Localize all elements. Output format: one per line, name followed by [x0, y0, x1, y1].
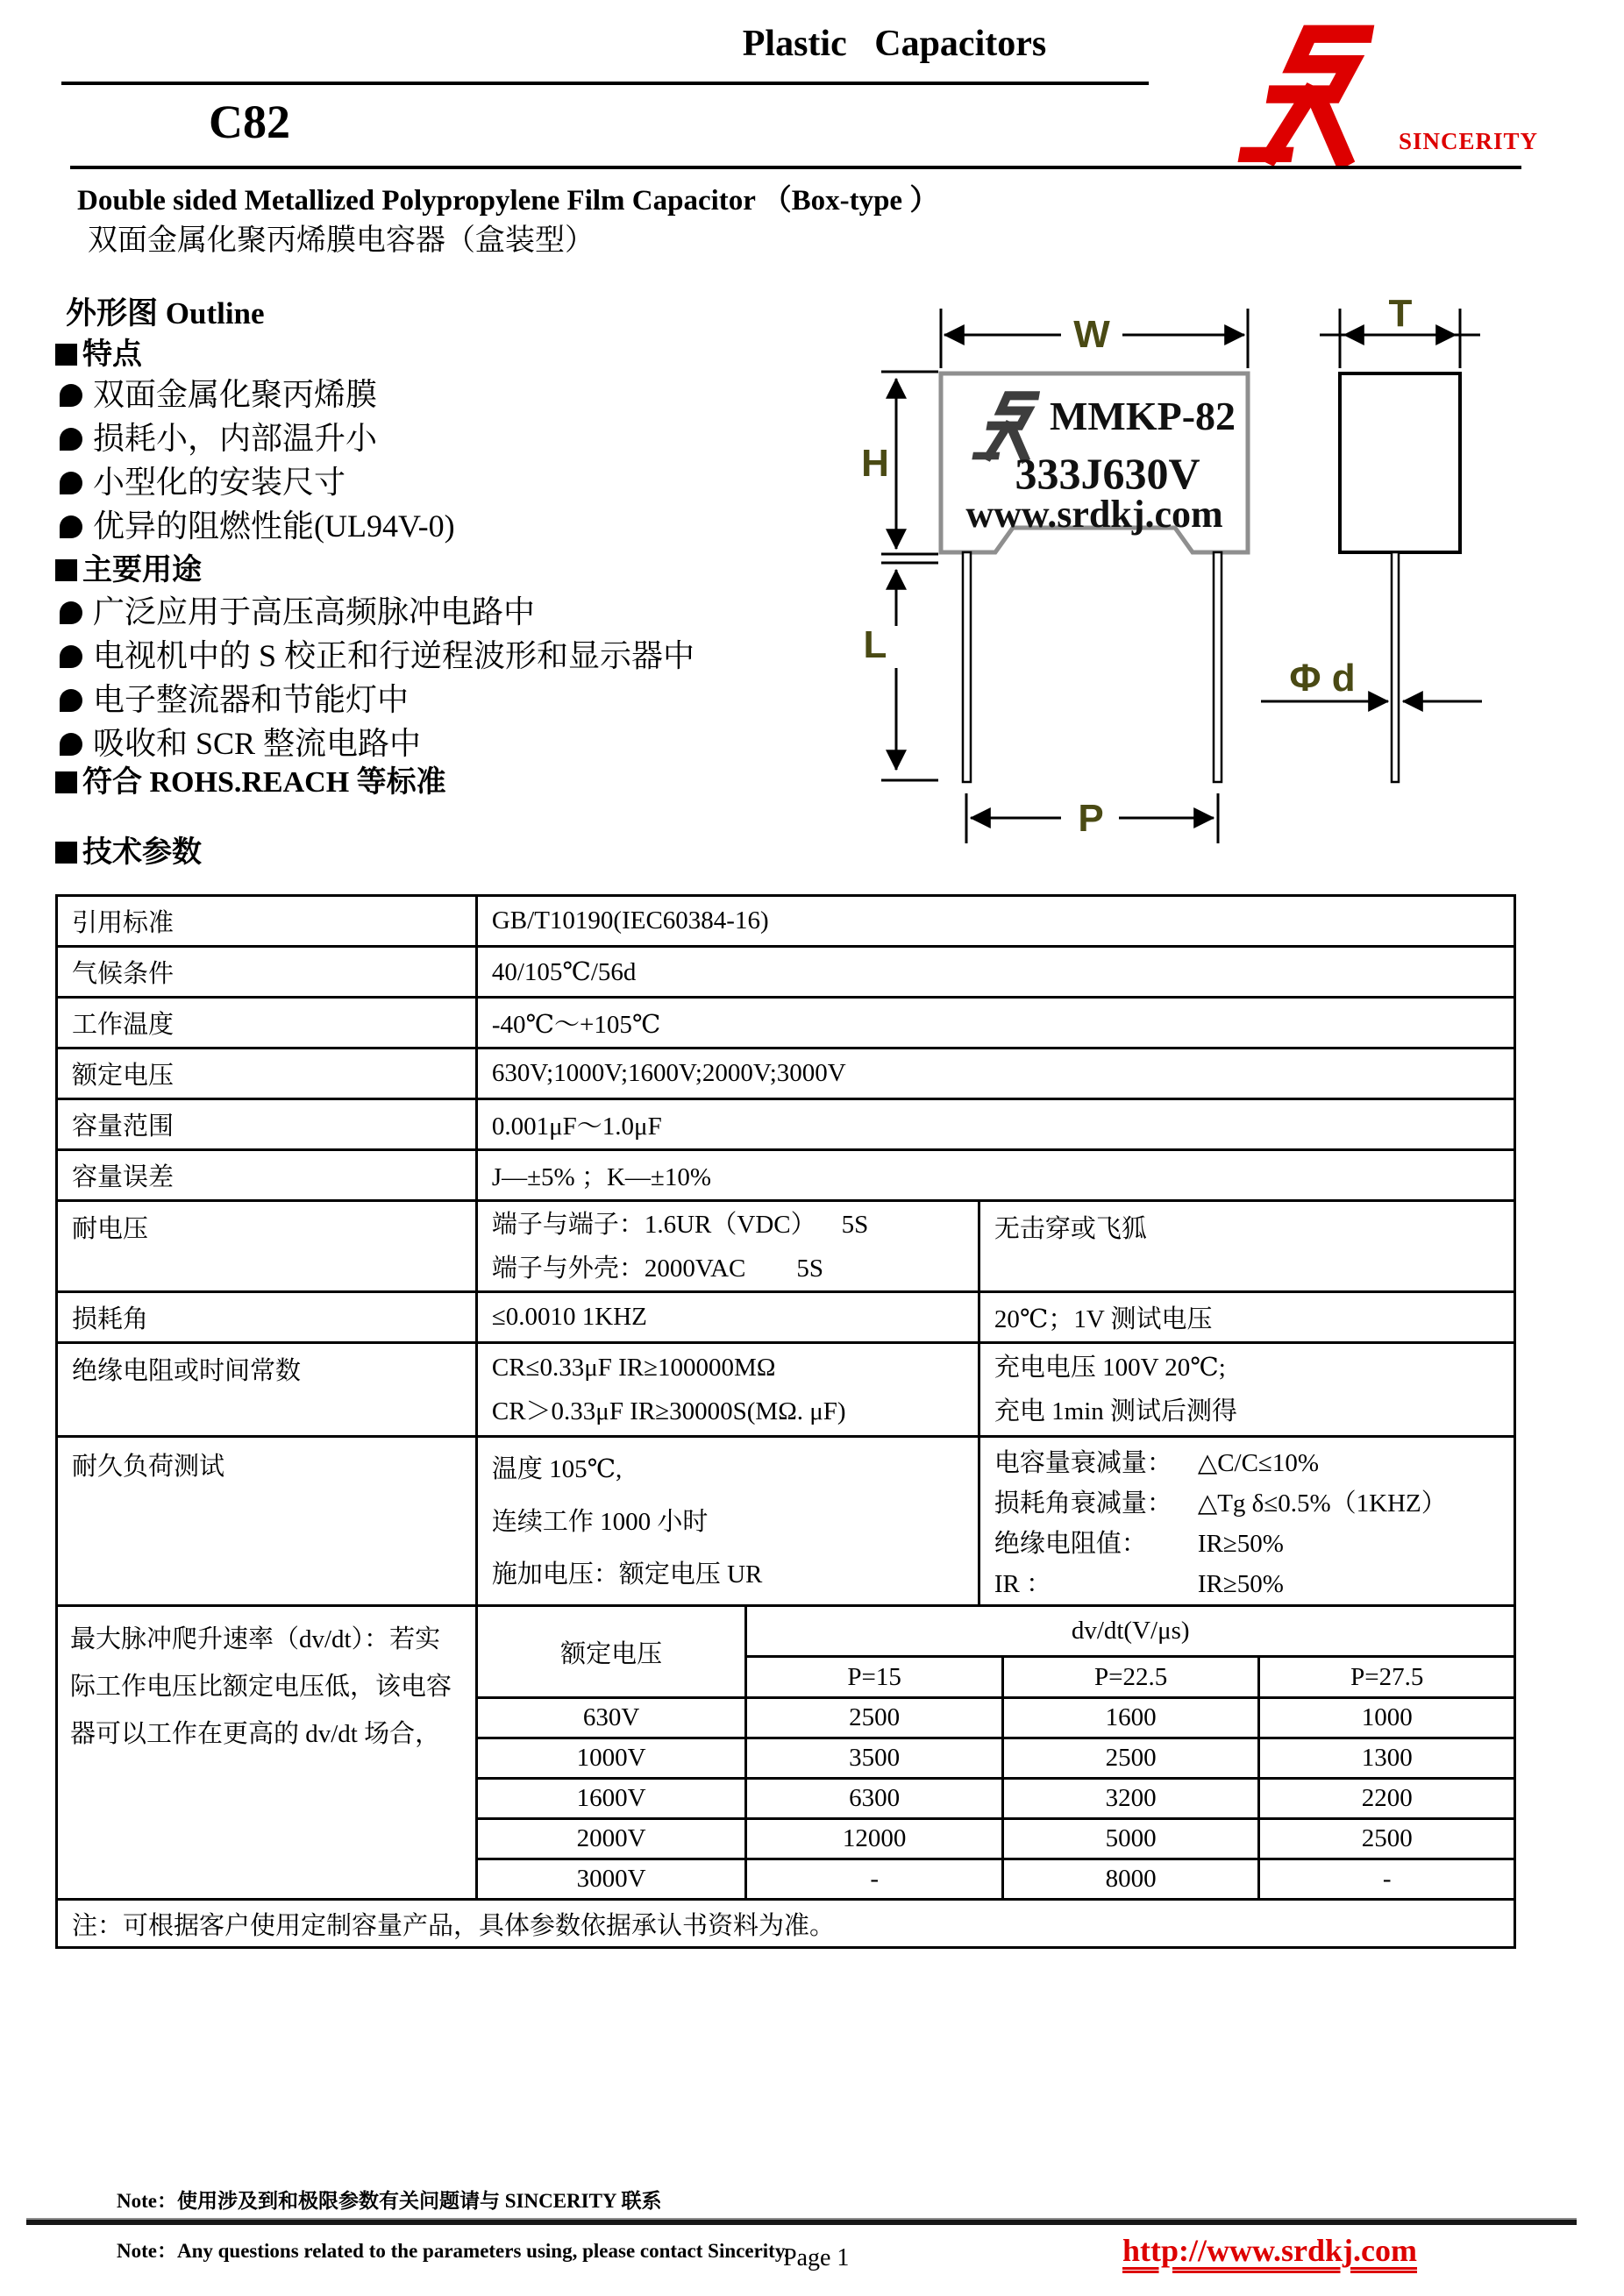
spec-label: 气候条件 [57, 947, 477, 998]
lead-right [1214, 552, 1222, 782]
dvdt-voltage: 3000V [476, 1859, 746, 1900]
dvdt-value: - [1259, 1859, 1515, 1900]
dvdt-value: 5000 [1002, 1819, 1259, 1859]
spec-tables [55, 894, 1516, 1949]
round-bullet-icon [60, 428, 82, 451]
lead-side [1392, 552, 1399, 782]
spec-value: GB/T10190(IEC60384-16) [476, 896, 1514, 947]
table-row [57, 947, 1515, 998]
doc-title-en: Double sided Metallized Polypropylene Film Capacitor （Box-type ） [77, 185, 939, 217]
dvdt-value: 2500 [1259, 1819, 1515, 1859]
table-row [57, 1099, 1515, 1150]
dvdt-value: 12000 [746, 1819, 1003, 1859]
use-item: 电子整流器和节能灯中 [60, 675, 409, 720]
round-bullet-icon [60, 384, 82, 407]
dvdt-value: 3500 [746, 1738, 1003, 1779]
dvdt-value: 1600 [1002, 1698, 1259, 1738]
header-rule-2 [70, 166, 1521, 169]
spec-condition: 无击穿或飞狐 [979, 1201, 1514, 1292]
spec-label: 损耗角 [57, 1292, 477, 1343]
round-bullet-icon [60, 472, 82, 494]
sincerity-logo-icon [1226, 18, 1393, 168]
use-item: 吸收和 SCR 整流电路中 [60, 719, 421, 764]
rohs-heading: 符合 ROHS.REACH 等标准 [55, 757, 446, 800]
dvdt-value: 1000 [1259, 1698, 1515, 1738]
uses-heading: 主要用途 [55, 545, 202, 588]
round-bullet-icon [60, 645, 82, 668]
spec-value: 630V;1000V;1600V;2000V;3000V [476, 1048, 1514, 1099]
table-row [57, 1343, 1515, 1437]
dvdt-value: 2500 [746, 1698, 1003, 1738]
dvdt-value: 2200 [1259, 1779, 1515, 1819]
lead-left [963, 552, 971, 782]
doc-title-cn: 双面金属化聚丙烯膜电容器（盒装型） [88, 224, 595, 257]
marking-site: www.srdkj.com [965, 493, 1223, 536]
header-rule [61, 82, 1149, 85]
dvdt-voltage: 1600V [476, 1779, 746, 1819]
square-bullet-icon [55, 344, 77, 366]
spec-label: 绝缘电阻或时间常数 [57, 1343, 477, 1437]
capacitor-side-body [1340, 373, 1460, 552]
spec-value: 端子与端子：1.6UR（VDC） 5S 端子与外壳：2000VAC 5S [476, 1201, 979, 1292]
table-row [57, 1292, 1515, 1343]
spec-table [55, 894, 1516, 1607]
table-row [57, 1150, 1515, 1201]
dvdt-voltage-header: 额定电压 [476, 1606, 746, 1698]
table-row [57, 896, 1515, 947]
spec-value: ≤0.0010 1KHZ [476, 1292, 979, 1343]
dvdt-voltage: 630V [476, 1698, 746, 1738]
dvdt-value: - [746, 1859, 1003, 1900]
spec-label: 额定电压 [57, 1048, 477, 1099]
spec-label: 容量范围 [57, 1099, 477, 1150]
spec-condition: 电容量衰减量： △C/C≤10% 损耗角衰减量： △Tg δ≤0.5%（1KHZ） 绝缘电阻值： IR≥50% IR ： IR≥50% [979, 1437, 1514, 1606]
marking-model: MMKP-82 [1050, 394, 1236, 438]
spec-condition: 20℃；1V 测试电压 [979, 1292, 1514, 1343]
spec-label: 容量误差 [57, 1150, 477, 1201]
tech-params-heading: 技术参数 [55, 828, 202, 871]
feature-item: 优异的阻燃性能(UL94V-0) [60, 501, 455, 546]
dvdt-value: 8000 [1002, 1859, 1259, 1900]
spec-condition: 充电电压 100V 20℃; 充电 1min 测试后测得 [979, 1343, 1514, 1437]
square-bullet-icon [55, 559, 77, 581]
series-code: C82 [209, 96, 290, 148]
spec-value: 0.001μF～1.0μF [476, 1099, 1514, 1150]
feature-item: 损耗小，内部温升小 [60, 414, 377, 458]
dvdt-value: 3200 [1002, 1779, 1259, 1819]
dim-label-p: P [1078, 797, 1104, 840]
round-bullet-icon [60, 601, 82, 624]
brand-name: SINCERITY [1399, 128, 1539, 154]
dvdt-unit-header: dv/dt(V/μs) [746, 1606, 1515, 1657]
spec-value: J—±5% ；K—±10% [476, 1150, 1514, 1201]
round-bullet-icon [60, 689, 82, 712]
dim-label-h: H [861, 442, 889, 485]
footer-note-cn: Note：使用涉及到和极限参数有关问题请与 SINCERITY 联系 [117, 2190, 662, 2212]
square-bullet-icon [55, 771, 77, 793]
dim-label-l: L [863, 623, 887, 666]
dvdt-value: 6300 [746, 1779, 1003, 1819]
use-item: 广泛应用于高压高频脉冲电路中 [60, 587, 535, 632]
page-title: Plastic Capacitors [742, 24, 1047, 64]
spec-value: 温度 105℃, 连续工作 1000 小时 施加电压：额定电压 UR [476, 1437, 979, 1606]
spec-label: 耐久负荷测试 [57, 1437, 477, 1606]
table-row [57, 998, 1515, 1048]
round-bullet-icon [60, 515, 82, 538]
outline-drawing [842, 289, 1508, 859]
site-link[interactable]: http://www.srdkj.com [1122, 2233, 1418, 2268]
page-number: Page 1 [783, 2244, 850, 2271]
dvdt-voltage: 2000V [476, 1819, 746, 1859]
feature-item: 双面金属化聚丙烯膜 [60, 370, 377, 415]
table-row [57, 1900, 1515, 1948]
dvdt-value: 2500 [1002, 1738, 1259, 1779]
features-heading: 特点 [55, 330, 142, 373]
spec-value: CR≤0.33μF IR≥100000MΩ CR＞0.33μF IR≥30000S(MΩ. μF) [476, 1343, 979, 1437]
square-bullet-icon [55, 842, 77, 864]
spec-value: -40℃～+105℃ [476, 998, 1514, 1048]
table-row [57, 1437, 1515, 1606]
spec-label: 引用标准 [57, 896, 477, 947]
use-item: 电视机中的 S 校正和行逆程波形和显示器中 [60, 631, 694, 676]
marking-code: 333J630V [1015, 449, 1200, 498]
dim-label-d: Φ d [1289, 657, 1356, 700]
outline-heading: 外形图 Outline [66, 296, 265, 331]
spec-value: 40/105℃/56d [476, 947, 1514, 998]
footer-note-en: Note：Any questions related to the parameters using, please contact Sincerity. [117, 2240, 789, 2262]
table-row [57, 1201, 1515, 1292]
spec-label: 工作温度 [57, 998, 477, 1048]
dvdt-pitch-header: P=27.5 [1259, 1657, 1515, 1698]
footer-rule [26, 2218, 1577, 2225]
table-note: 注：可根据客户使用定制容量产品，具体参数依据承认书资料为准。 [57, 1900, 1515, 1948]
dvdt-voltage: 1000V [476, 1738, 746, 1779]
dvdt-pitch-header: P=22.5 [1002, 1657, 1259, 1698]
dvdt-value: 1300 [1259, 1738, 1515, 1779]
dvdt-table [55, 1604, 1516, 1949]
dim-label-w: W [1073, 313, 1110, 356]
round-bullet-icon [60, 733, 82, 756]
table-row [57, 1606, 1515, 1657]
dvdt-description: 最大脉冲爬升速率（dv/dt）：若实际工作电压比额定电压低，该电容器可以工作在更高的 dv/dt 场合， [57, 1606, 477, 1900]
feature-item: 小型化的安装尺寸 [60, 458, 345, 502]
dvdt-pitch-header: P=15 [746, 1657, 1003, 1698]
dim-label-t: T [1388, 292, 1413, 335]
spec-label: 耐电压 [57, 1201, 477, 1292]
table-row [57, 1048, 1515, 1099]
